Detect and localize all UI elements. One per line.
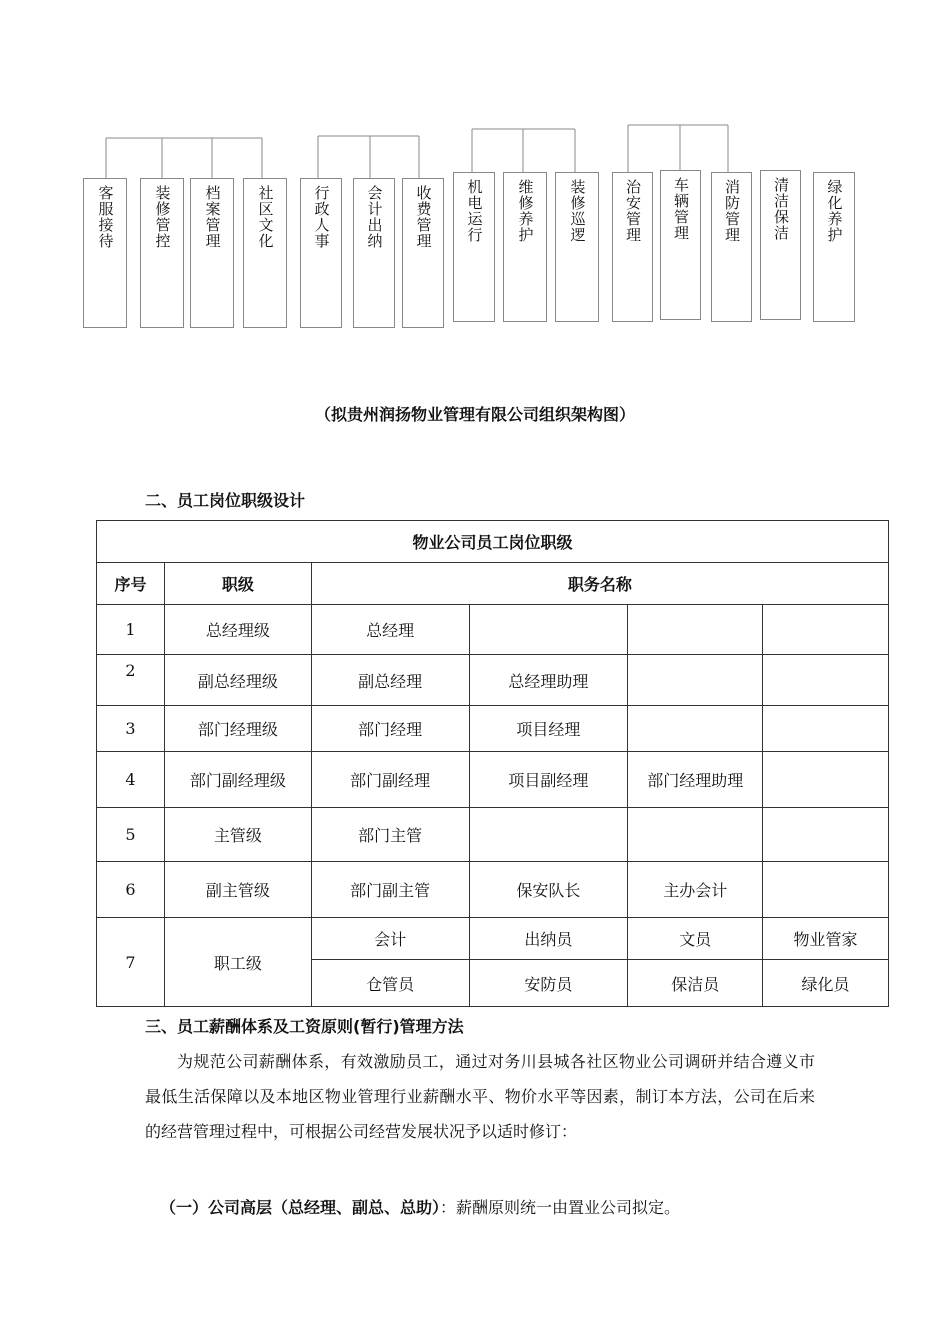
row-title: 仓管员 xyxy=(311,960,469,1007)
org-chart-caption: （拟贵州润扬物业管理有限公司组织架构图） xyxy=(314,405,635,424)
org-box-greening: 绿化养护 xyxy=(813,172,855,322)
row-grade: 部门副经理级 xyxy=(164,752,311,808)
row-grade: 总经理级 xyxy=(164,605,311,655)
row-title xyxy=(628,706,763,752)
header-titles: 职务名称 xyxy=(311,563,888,605)
table-row xyxy=(97,655,889,706)
row-title: 部门经理助理 xyxy=(628,752,763,808)
row-title: 保洁员 xyxy=(628,960,763,1007)
row-title xyxy=(628,655,763,706)
org-box-fees: 收费管理 xyxy=(402,178,444,328)
org-box-renovation-control: 装修管控 xyxy=(140,178,184,328)
row-grade: 职工级 xyxy=(164,918,311,1007)
row-no: 3 xyxy=(97,706,165,752)
row-title: 出纳员 xyxy=(469,918,628,960)
salary-paragraph: 为规范公司薪酬体系，有效激励员工，通过对务川县城各社区物业公司调研并结合遵义市最低生活保障以及本地区物业管理行业薪酬水平、物价水平等因素，制订本方法，公司在后来的经营管理过程中，可根据公司经营发展状况予以适时修订： xyxy=(145,1052,815,1141)
row-title xyxy=(469,605,628,655)
row-title xyxy=(763,862,889,918)
org-box-accounting: 会计出纳 xyxy=(353,178,395,328)
senior-management-text: ：薪酬原则统一由置业公司拟定。 xyxy=(440,1198,681,1217)
org-chart xyxy=(0,0,950,340)
row-title: 会计 xyxy=(311,918,469,960)
row-no: 6 xyxy=(97,862,165,918)
row-no: 5 xyxy=(97,808,165,862)
row-title: 项目副经理 xyxy=(469,752,628,808)
header-no: 序号 xyxy=(97,563,165,605)
row-title: 副总经理 xyxy=(311,655,469,706)
table-row xyxy=(97,605,889,655)
row-title: 部门副经理 xyxy=(311,752,469,808)
row-grade: 部门经理级 xyxy=(164,706,311,752)
row-title: 绿化员 xyxy=(763,960,889,1007)
org-box-electromechanical: 机电运行 xyxy=(453,172,495,322)
row-title: 文员 xyxy=(628,918,763,960)
row-title xyxy=(763,605,889,655)
row-no: 4 xyxy=(97,752,165,808)
org-box-vehicles: 车辆管理 xyxy=(660,170,701,320)
table-row xyxy=(97,706,889,752)
org-box-cleaning: 清洁保洁 xyxy=(760,170,801,320)
row-grade: 副总经理级 xyxy=(164,655,311,706)
row-title: 物业管家 xyxy=(763,918,889,960)
row-title xyxy=(628,808,763,862)
row-title: 部门经理 xyxy=(311,706,469,752)
row-title xyxy=(763,752,889,808)
header-grade: 职级 xyxy=(164,563,311,605)
row-grade: 主管级 xyxy=(164,808,311,862)
row-title xyxy=(763,655,889,706)
row-title: 保安队长 xyxy=(469,862,628,918)
row-title: 部门副主管 xyxy=(311,862,469,918)
row-title xyxy=(763,706,889,752)
row-title xyxy=(469,808,628,862)
table-row xyxy=(97,808,889,862)
section-heading-job-grades: 二、员工岗位职级设计 xyxy=(145,491,306,510)
org-box-security: 治安管理 xyxy=(612,172,653,322)
row-no: 7 xyxy=(97,918,165,1007)
senior-management-label: （一）公司高层（总经理、副总、总助） xyxy=(160,1198,441,1217)
org-box-admin-hr: 行政人事 xyxy=(300,178,342,328)
row-title: 总经理 xyxy=(311,605,469,655)
row-title: 总经理助理 xyxy=(469,655,628,706)
row-title: 部门主管 xyxy=(311,808,469,862)
org-box-renovation-patrol: 装修巡逻 xyxy=(555,172,599,322)
org-box-community-culture: 社区文化 xyxy=(243,178,287,328)
senior-management-item xyxy=(160,1195,680,1218)
table-row xyxy=(97,752,889,808)
table-row xyxy=(97,918,889,960)
org-box-maintenance: 维修养护 xyxy=(503,172,547,322)
org-box-fire: 消防管理 xyxy=(711,172,752,322)
row-grade: 副主管级 xyxy=(164,862,311,918)
row-no: 2 xyxy=(97,655,165,706)
row-title: 主办会计 xyxy=(628,862,763,918)
row-title xyxy=(628,605,763,655)
org-box-customer-service: 客服接待 xyxy=(83,178,127,328)
table-title: 物业公司员工岗位职级 xyxy=(97,521,889,563)
row-title: 项目经理 xyxy=(469,706,628,752)
row-title: 安防员 xyxy=(469,960,628,1007)
row-no: 1 xyxy=(97,605,165,655)
row-title xyxy=(763,808,889,862)
org-box-archives: 档案管理 xyxy=(190,178,234,328)
section-heading-salary: 三、员工薪酬体系及工资原则(暂行)管理方法 xyxy=(145,1017,464,1036)
table-row xyxy=(97,862,889,918)
job-grade-table xyxy=(96,520,889,1007)
